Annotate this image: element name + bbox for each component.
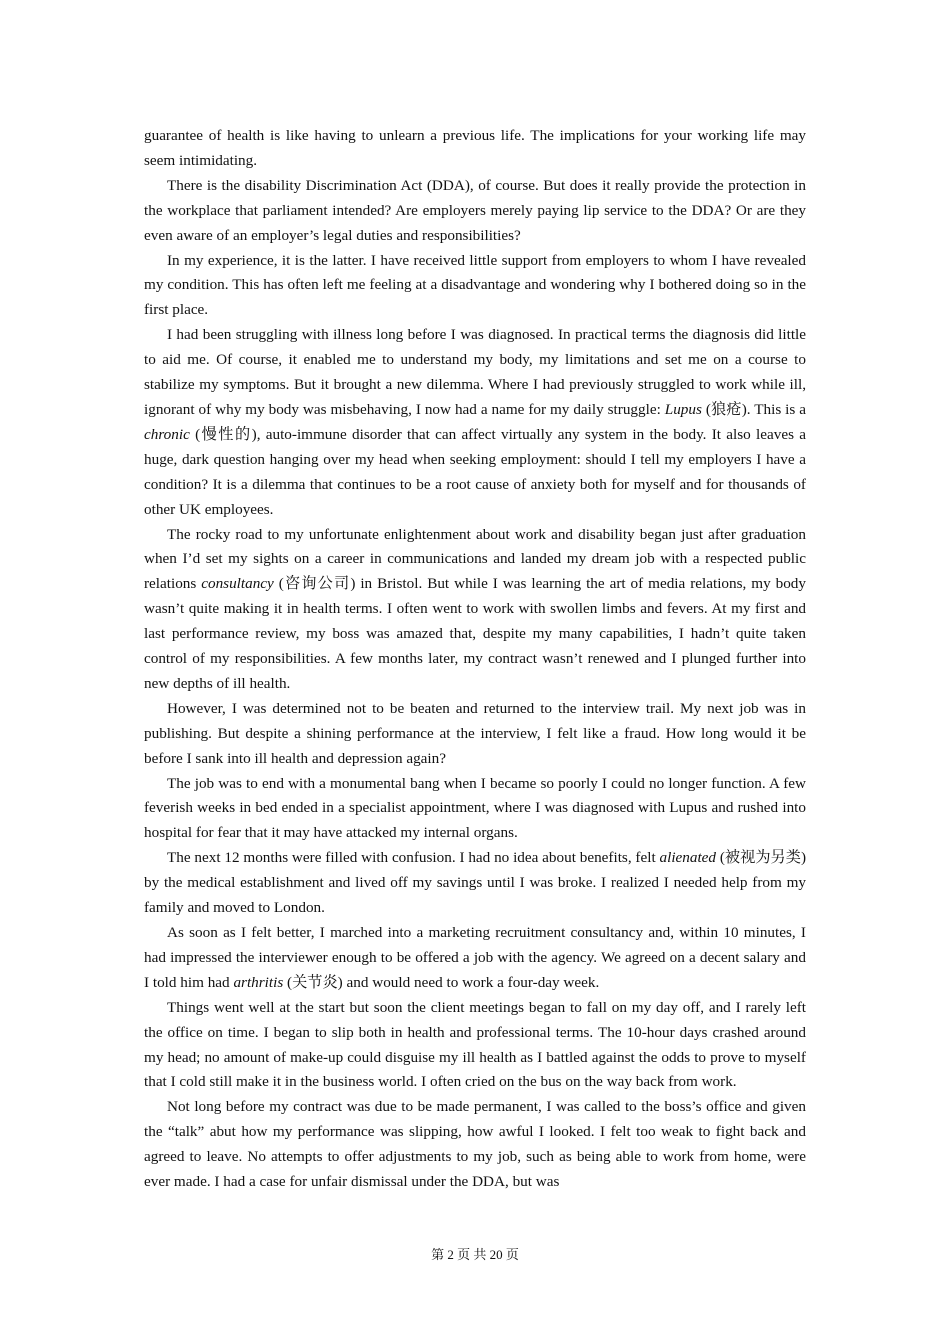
- paragraph-1: [144, 124, 806, 174]
- paragraph-6: [144, 697, 806, 772]
- text-run: The next 12 months were filled with confusion. I had no idea about benefits, felt: [167, 849, 660, 867]
- text-run: In my experience, it is the latter. I have received little support from employers to whom I have revealed my condition. This has often left me feeling at a disadvantage and wondering why I bothered doing so in the first place.: [144, 251, 806, 319]
- text-run: However, I was determined not to be beaten and returned to the interview trail. My next job was in publishing. But despite a shining performance at the interview, I felt like a fraud. How long would it be before I sank into ill health and depression again?: [144, 699, 806, 767]
- italic-term: consultancy: [201, 575, 274, 593]
- text-run: guarantee of health is like having to unlearn a previous life. The implications for your working life may seem intimidating.: [144, 127, 806, 169]
- text-run: (被视为另类) by the medical establishment and lived off my savings until I was broke. I realized I needed help from my family and moved to London.: [144, 849, 806, 917]
- italic-term: arthritis: [233, 973, 284, 991]
- paragraph-3: [144, 249, 806, 324]
- text-run: (关节炎) and would need to work a four-day week.: [283, 973, 600, 991]
- paragraph-4: [144, 323, 806, 522]
- text-run: Not long before my contract was due to be made permanent, I was called to the boss’s office and given the “talk” abut how my performance was slipping, how awful I looked. I felt too weak to fight back and agreed to leave. No attempts to offer adjustments to my job, such as being able to work from home, were ever made. I had a case for unfair dismissal under the DDA, but was: [144, 1098, 806, 1191]
- paragraph-9: [144, 921, 806, 996]
- paragraph-2: [144, 174, 806, 249]
- paragraph-10: [144, 996, 806, 1096]
- italic-term: alienated: [659, 849, 717, 867]
- text-run: (狼疮). This is a: [701, 400, 806, 418]
- italic-term: Lupus: [664, 400, 702, 418]
- text-run: The job was to end with a monumental bang when I became so poorly I could no longer function. A few feverish weeks in bed ended in a specialist appointment, where I was diagnosed with Lupus and rushed into hospital for fear that it may have attacked my internal organs.: [144, 774, 806, 842]
- paragraph-5: [144, 523, 806, 697]
- text-run: There is the disability Discrimination Act (DDA), of course. But does it really provide the protection in the workplace that parliament intended? Are employers merely paying lip service to the DDA? Or are they even aware of an employer’s legal duties and responsibilities?: [144, 176, 806, 244]
- page-number-footer: 第 2 页 共 20 页: [431, 1247, 519, 1262]
- text-run: Things went well at the start but soon the client meetings began to fall on my day off, and I rarely left the office on time. I began to slip both in health and professional terms. The 10-hour days crashed around my head; no amount of make-up could disguise my ill health as I battled against the odds to prove to myself that I cold still make it in the business world. I often cried on the bus on the way back from work.: [144, 998, 806, 1091]
- paragraph-8: [144, 846, 806, 921]
- paragraph-7: [144, 772, 806, 847]
- document-body: [144, 124, 806, 1195]
- italic-term: chronic: [144, 425, 190, 443]
- text-run: (慢性的), auto-immune disorder that can affect virtually any system in the body. It also leaves a huge, dark question hanging over my head when seeking employment: should I tell my employers I have a condition? It is a dilemma that continues to be a root cause of anxiety both for myself and for thousands of other UK employees.: [144, 425, 806, 518]
- text-run: (咨询公司) in Bristol. But while I was learning the art of media relations, my body wasn’t quite making it in health terms. I often went to work with swollen limbs and fevers. At my first and last performance review, my boss was amazed that, despite my many capabilities, I hadn’t quite taken control of my responsibilities. A few months later, my contract wasn’t renewed and I plunged further into new depths of ill health.: [144, 575, 806, 692]
- text-run: As soon as I felt better, I marched into a marketing recruitment consultancy and, within 10 minutes, I had impressed the interviewer enough to be offered a job with the agency. We agreed on a decent salary and I told him had: [144, 924, 806, 991]
- text-run: I had been struggling with illness long before I was diagnosed. In practical terms the diagnosis did little to aid me. Of course, it enabled me to understand my body, my limitations and set me on a course to stabilize my symptoms. But it brought a new dilemma. Where I had previously struggled to work while ill, ignorant of why my body was misbehaving, I now had a name for my daily struggle:: [144, 326, 806, 418]
- text-run: The rocky road to my unfortunate enlightenment about work and disability began just after graduation when I’d set my sights on a career in communications and landed my dream job with a respected public relations: [144, 525, 806, 593]
- paragraph-11: [144, 1095, 806, 1195]
